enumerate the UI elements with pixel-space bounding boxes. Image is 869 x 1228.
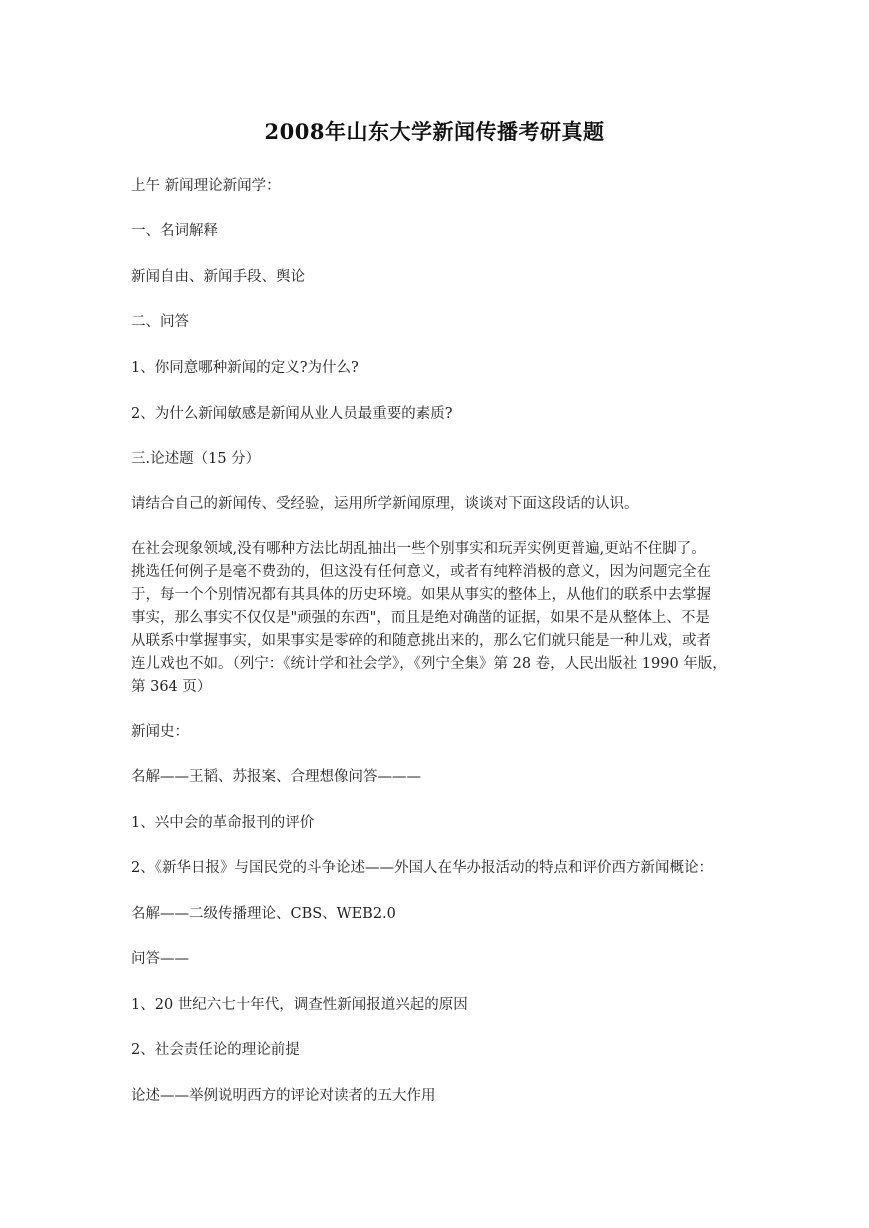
- western-question-2: 2、社会责任论的理论前提: [131, 1042, 300, 1058]
- quote-line: 事实，那么事实不仅仅是"顽强的东西"，而且是绝对确凿的证据，如果不是从整体上、不是: [131, 610, 710, 626]
- quote-line: 第 364 页）: [131, 679, 212, 695]
- quote-line: 从联系中掌握事实，如果事实是零碎的和随意挑出来的，那么它们就只能是一种儿戏，或者: [131, 633, 711, 649]
- essay-prompt: 请结合自己的新闻传、受经验，运用所学新闻原理，谈谈对下面这段话的认识。: [131, 496, 639, 512]
- history-question-2: 2、《新华日报》与国民党的斗争论述——外国人在华办报活动的特点和评价西方新闻概论：: [131, 860, 713, 876]
- definitions-terms: 新闻自由、新闻手段、舆论: [131, 269, 305, 285]
- quote-paragraph: [131, 538, 741, 699]
- section-heading-history: 新闻史：: [131, 724, 189, 740]
- quote-line: 挑选任何例子是毫不费劲的，但这没有任何意义，或者有纯粹消极的意义，因为问题完全在: [131, 564, 711, 580]
- section-heading-essay: 三.论述题（15 分）: [131, 451, 261, 467]
- western-essay: 论述——举例说明西方的评论对读者的五大作用: [131, 1088, 436, 1104]
- section-heading-definitions: 一、名词解释: [131, 223, 218, 239]
- western-definitions: 名解——二级传播理论、CBS、WEB2.0: [131, 906, 396, 922]
- quote-line: 于，每一个个别情况都有其具体的历史环境。如果从事实的整体上，从他们的联系中去掌握: [131, 587, 711, 603]
- session-heading: 上午 新闻理论新闻学：: [131, 178, 281, 194]
- western-qa-heading: 问答——: [131, 951, 189, 967]
- document-title: 2008年山东大学新闻传播考研真题: [264, 119, 605, 144]
- section-heading-qa: 二、问答: [131, 314, 189, 330]
- western-question-1: 1、20 世纪六七十年代，调查性新闻报道兴起的原因: [131, 997, 468, 1013]
- quote-line: 连儿戏也不如。（列宁：《统计学和社会学》，《列宁全集》第 28 卷，人民出版社 1990 年版，: [131, 656, 727, 672]
- quote-line: 在社会现象领域,没有哪种方法比胡乱抽出一些个别事实和玩弄实例更普遍,更站不住脚了。: [131, 541, 706, 557]
- question-2: 2、为什么新闻敏感是新闻从业人员最重要的素质?: [131, 406, 453, 422]
- history-definitions: 名解——王韬、苏报案、合理想像问答———: [131, 769, 421, 785]
- question-1: 1、你同意哪种新闻的定义?为什么?: [131, 360, 359, 376]
- history-question-1: 1、兴中会的革命报刊的评价: [131, 815, 315, 831]
